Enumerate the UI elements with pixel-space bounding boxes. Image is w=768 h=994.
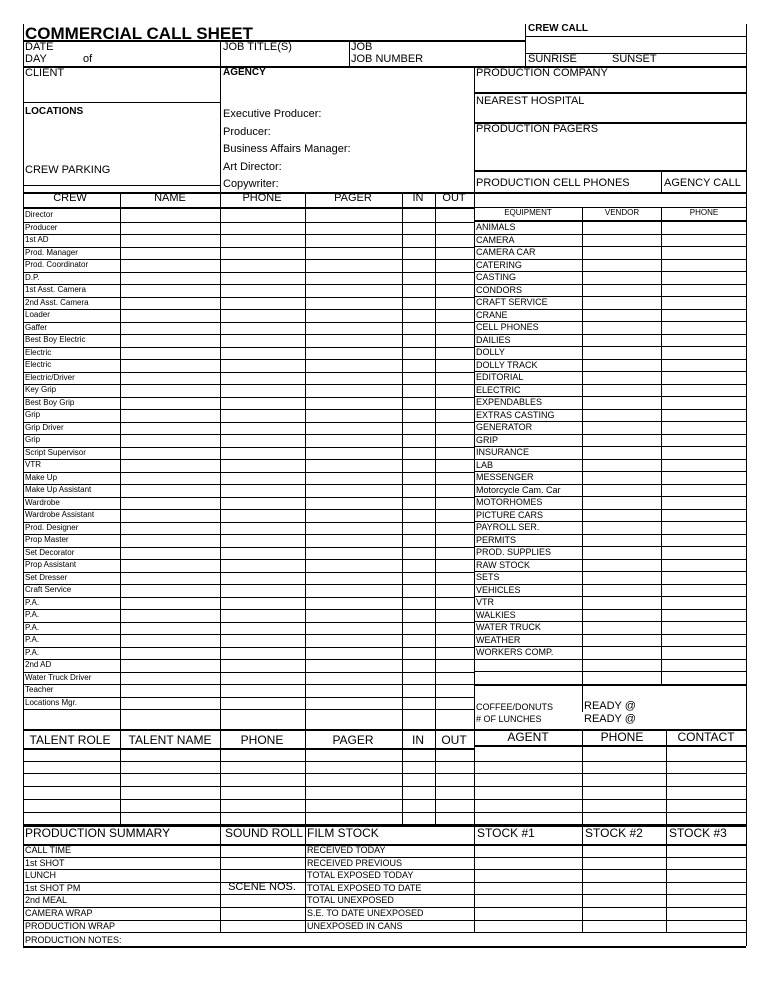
scene-nos-label: SCENE NOS. — [228, 881, 296, 893]
rule-line — [220, 66, 221, 192]
rule-line — [23, 192, 24, 729]
rule-line — [402, 192, 403, 729]
stock-label: STOCK #3 — [669, 826, 727, 840]
crew-role-label: P.A. — [25, 647, 40, 657]
equipment-item-label: INSURANCE — [476, 447, 530, 457]
rule-line — [474, 571, 746, 572]
rule-line — [23, 259, 474, 260]
equipment-item-label: CASTING — [476, 272, 517, 282]
rule-line — [23, 634, 474, 635]
rule-line — [525, 24, 526, 66]
crew-role-label: Key Grip — [25, 385, 57, 394]
talent-header: TALENT ROLE — [29, 733, 111, 747]
rule-line — [582, 729, 583, 825]
crew-parking-label: CREW PARKING — [25, 164, 111, 176]
day-label: DAY — [25, 53, 47, 65]
rule-line — [666, 729, 667, 825]
equipment-item-label: DOLLY TRACK — [476, 359, 538, 370]
summary-row-label: LUNCH — [25, 870, 57, 881]
lunches-label: # OF LUNCHES — [476, 714, 542, 724]
equipment-item-label: WATER TRUCK — [476, 622, 541, 632]
rule-line — [23, 622, 474, 623]
crew-role-label: Prod. Manager — [25, 247, 78, 257]
rule-line — [220, 825, 221, 933]
crew-role-label: Locations Mgr. — [25, 697, 78, 707]
rule-line — [666, 825, 667, 933]
job-titles-label: JOB TITLE(S) — [223, 41, 292, 53]
crew-header-pager: PAGER — [334, 192, 372, 204]
equipment-item-label: CONDORS — [476, 284, 523, 295]
rule-line — [23, 66, 746, 68]
equipment-item-label: PERMITS — [476, 534, 517, 545]
equipment-item-label: CRAFT SERVICE — [476, 297, 548, 307]
equipment-header-equipment: EQUIPMENT — [504, 208, 552, 217]
rule-line — [23, 799, 746, 800]
rule-line — [23, 409, 474, 410]
rule-line — [23, 359, 474, 360]
film-row-label: RECEIVED PREVIOUS — [307, 857, 403, 868]
equipment-item-label: VEHICLES — [476, 584, 521, 595]
equipment-item-label: Motorcycle Cam. Car — [476, 484, 561, 495]
film-row-label: UNEXPOSED IN CANS — [307, 920, 403, 931]
rule-line — [23, 334, 474, 335]
sunset-label: SUNSET — [612, 53, 657, 65]
crew-role-label: VTR — [25, 460, 41, 469]
rule-line — [402, 729, 403, 825]
equipment-item-label: PAYROLL SER. — [476, 522, 540, 532]
summary-row-label: PRODUCTION WRAP — [25, 920, 115, 931]
rule-line — [23, 932, 746, 933]
agent-header: PHONE — [600, 730, 644, 744]
sunrise-label: SUNRISE — [528, 53, 577, 65]
rule-line — [582, 207, 583, 712]
rule-line — [474, 66, 475, 192]
equipment-item-label: ELECTRIC — [476, 384, 521, 395]
equipment-item-label: ANIMALS — [476, 222, 516, 232]
rule-line — [474, 596, 746, 597]
rule-line — [474, 659, 746, 660]
agency-call-label: AGENCY CALL — [664, 177, 741, 189]
crew-role-label: P.A. — [25, 635, 40, 644]
crew-role-label: 2nd AD — [25, 660, 52, 669]
crew-role-label: Script Supervisor — [25, 447, 86, 457]
summary-row-label: 1st SHOT PM — [25, 882, 81, 893]
crew-role-label: Wardrobe Assistant — [25, 510, 95, 519]
rule-line — [23, 497, 474, 498]
equipment-item-label: WEATHER — [476, 634, 521, 645]
crew-role-label: Make Up Assistant — [25, 485, 92, 494]
crew-role-label: Director — [25, 210, 54, 219]
agency-role-label: Business Affairs Manager: — [223, 143, 351, 155]
crew-role-label: Prod. Designer — [25, 522, 79, 532]
rule-line — [474, 192, 475, 729]
crew-role-label: 2nd Asst. Camera — [25, 297, 89, 307]
rule-line — [23, 761, 746, 762]
rule-line — [23, 522, 474, 523]
film-row-label: TOTAL EXPOSED TO DATE — [307, 882, 422, 893]
rule-line — [474, 234, 746, 235]
rule-line — [23, 786, 746, 787]
talent-header: PAGER — [332, 733, 374, 747]
rule-line — [474, 170, 746, 172]
rule-line — [220, 192, 221, 729]
rule-line — [23, 185, 220, 186]
crew-role-label: Make Up — [25, 472, 58, 482]
crew-role-label: Set Decorator — [25, 547, 75, 557]
crew-role-label: Grip — [25, 410, 41, 419]
agency-role-label: Producer: — [223, 125, 271, 138]
nearest-hospital-label: NEAREST HOSPITAL — [476, 95, 585, 107]
crew-role-label: Prop Master — [25, 535, 69, 544]
crew-header-in: IN — [412, 192, 424, 204]
crew-role-label: Best Boy Grip — [25, 397, 75, 407]
production-cell-phones-label: PRODUCTION CELL PHONES — [476, 177, 630, 189]
equipment-item-label: WORKERS COMP. — [476, 647, 554, 657]
summary-row-label: 1st SHOT — [25, 857, 65, 868]
date-label: DATE — [25, 41, 54, 53]
equipment-item-label: PROD. SUPPLIES — [476, 547, 552, 557]
crew-role-label: Craft Service — [25, 585, 72, 594]
equipment-header-vendor: VENDOR — [604, 208, 640, 217]
rule-line — [23, 559, 474, 560]
rule-line — [474, 825, 475, 933]
film-row-label: TOTAL UNEXPOSED — [307, 895, 394, 906]
rule-line — [305, 192, 306, 729]
client-label: CLIENT — [25, 67, 65, 79]
rule-line — [305, 825, 306, 933]
production-company-label: PRODUCTION COMPANY — [476, 67, 608, 79]
rule-line — [435, 192, 436, 729]
agency-role-label: Art Director: — [223, 160, 282, 173]
crew-call-label: CREW CALL — [528, 23, 588, 34]
equipment-item-label: EXPENDABLES — [476, 397, 543, 407]
rule-line — [23, 372, 474, 373]
rule-line — [23, 659, 474, 660]
production-summary-label: PRODUCTION SUMMARY — [25, 826, 171, 840]
crew-role-label: Loader — [25, 310, 50, 319]
equipment-item-label: DOLLY — [476, 347, 505, 357]
rule-line — [474, 309, 746, 310]
equipment-item-label: CAMERA CAR — [476, 247, 536, 257]
agency-role-label: Executive Producer: — [223, 108, 322, 120]
rule-line — [23, 284, 474, 285]
crew-role-label: Wardrobe — [25, 497, 60, 507]
rule-line — [435, 729, 436, 825]
crew-header-out: OUT — [442, 192, 466, 204]
rule-line — [23, 384, 474, 385]
rule-line — [23, 472, 474, 473]
ready-label-2: READY @ — [584, 713, 636, 725]
rule-line — [220, 40, 221, 66]
rule-line — [23, 297, 474, 298]
sound-roll-label: SOUND ROLL — [225, 826, 304, 840]
film-row-label: TOTAL EXPOSED TODAY — [307, 870, 414, 881]
rule-line — [525, 36, 746, 37]
crew-role-label: Producer — [25, 222, 58, 232]
rule-line — [582, 825, 583, 933]
rule-line — [23, 207, 474, 209]
rule-line — [23, 247, 474, 248]
crew-header-crew: CREW — [53, 192, 87, 204]
equipment-item-label: SETS — [476, 572, 500, 582]
rule-line — [23, 222, 474, 223]
rule-line — [474, 92, 746, 94]
film-row-label: S.E. TO DATE UNEXPOSED — [307, 908, 424, 918]
coffee-label: COFFEE/DONUTS — [476, 702, 554, 712]
talent-header: OUT — [441, 733, 467, 747]
crew-role-label: Gaffer — [25, 322, 48, 332]
rule-line — [23, 322, 474, 323]
equipment-item-label: RAW STOCK — [476, 559, 531, 570]
crew-role-label: P.A. — [25, 610, 40, 619]
agency-role-label: Copywriter: — [223, 178, 279, 190]
talent-header: IN — [412, 733, 424, 747]
film-row-label: RECEIVED TODAY — [307, 845, 386, 855]
equipment-item-label: EXTRAS CASTING — [476, 409, 555, 420]
rule-line — [23, 684, 474, 685]
rule-line — [474, 434, 746, 435]
crew-role-label: Best Boy Electric — [25, 335, 86, 344]
rule-line — [23, 102, 220, 103]
agency-label: AGENCY — [223, 67, 266, 78]
rule-line — [474, 684, 746, 686]
equipment-item-label: PICTURE CARS — [476, 509, 544, 520]
rule-line — [23, 272, 474, 273]
crew-role-label: P.A. — [25, 597, 40, 607]
rule-line — [474, 671, 746, 672]
rule-line — [661, 170, 662, 192]
crew-role-label: Set Dresser — [25, 572, 68, 582]
equipment-item-label: MESSENGER — [476, 472, 534, 482]
equipment-item-label: DAILIES — [476, 334, 511, 345]
crew-role-label: Prod. Coordinator — [25, 260, 89, 269]
rule-line — [474, 346, 746, 347]
page-title: COMMERCIAL CALL SHEET — [25, 24, 253, 43]
rule-line — [23, 447, 474, 448]
crew-role-label: 1st AD — [25, 235, 49, 244]
crew-role-label: Grip Driver — [25, 422, 64, 432]
production-notes-label: PRODUCTION NOTES: — [25, 935, 122, 945]
equipment-item-label: VTR — [476, 597, 494, 607]
rule-line — [23, 572, 474, 573]
equipment-item-label: GENERATOR — [476, 422, 533, 432]
crew-role-label: P.A. — [25, 622, 40, 632]
rule-line — [23, 234, 474, 235]
ready-label-1: READY @ — [584, 700, 636, 712]
rule-line — [23, 729, 474, 731]
rule-line — [23, 946, 746, 948]
rule-line — [23, 748, 474, 750]
job-label: JOB — [351, 41, 373, 53]
agent-header: AGENT — [507, 730, 549, 744]
locations-label: LOCATIONS — [25, 106, 84, 117]
rule-line — [23, 697, 474, 698]
equipment-item-label: CRANE — [476, 309, 508, 320]
rule-line — [474, 745, 746, 747]
rule-line — [23, 812, 746, 813]
rule-line — [220, 729, 221, 825]
crew-role-label: Electric — [25, 360, 52, 369]
rule-line — [23, 192, 746, 194]
crew-role-label: Water Truck Driver — [25, 672, 92, 682]
rule-line — [474, 729, 475, 825]
crew-role-label: Electric — [25, 347, 52, 357]
rule-line — [23, 397, 474, 398]
crew-role-label: D.P. — [25, 272, 40, 282]
rule-line — [23, 647, 474, 648]
agent-header: CONTACT — [677, 730, 735, 744]
of-label: of — [83, 53, 93, 65]
rule-line — [23, 434, 474, 435]
talent-header: PHONE — [240, 733, 284, 747]
rule-line — [23, 309, 474, 310]
crew-role-label: Prop Assistant — [25, 560, 77, 569]
rule-line — [23, 584, 474, 585]
equipment-item-label: EDITORIAL — [476, 372, 524, 382]
rule-line — [23, 597, 474, 598]
rule-line — [474, 334, 746, 335]
rule-line — [23, 459, 474, 460]
equipment-item-label: GRIP — [476, 434, 499, 445]
summary-row-label: CALL TIME — [25, 845, 72, 855]
production-pagers-label: PRODUCTION PAGERS — [476, 123, 599, 135]
stock-label: STOCK #2 — [585, 826, 643, 840]
talent-header: TALENT NAME — [128, 733, 212, 747]
rule-line — [23, 534, 474, 535]
rule-line — [746, 24, 747, 946]
crew-role-label: Teacher — [25, 685, 54, 694]
equipment-header-phone: PHONE — [689, 208, 719, 217]
equipment-item-label: CELL PHONES — [476, 322, 539, 332]
rule-line — [23, 547, 474, 548]
crew-header-name: NAME — [154, 192, 186, 204]
equipment-item-label: CAMERA — [476, 234, 515, 245]
rule-line — [23, 609, 474, 610]
equipment-item-label: MOTORHOMES — [476, 497, 543, 507]
crew-header-phone: PHONE — [242, 192, 282, 204]
rule-line — [474, 459, 746, 460]
stock-label: STOCK #1 — [477, 826, 535, 840]
rule-line — [661, 207, 662, 684]
rule-line — [120, 729, 121, 825]
crew-role-label: Electric/Driver — [25, 372, 75, 382]
job-number-label: JOB NUMBER — [351, 53, 424, 65]
crew-role-label: 1st Asst. Camera — [25, 285, 86, 294]
rule-line — [23, 709, 474, 710]
rule-line — [23, 773, 746, 774]
crew-role-label: Grip — [25, 435, 41, 444]
summary-row-label: 2nd MEAL — [25, 895, 68, 906]
rule-line — [305, 729, 306, 825]
rule-line — [23, 347, 474, 348]
film-stock-label: FILM STOCK — [307, 826, 379, 840]
rule-line — [349, 40, 350, 66]
equipment-item-label: LAB — [476, 459, 494, 470]
summary-row-label: CAMERA WRAP — [25, 908, 93, 918]
equipment-item-label: CATERING — [476, 259, 522, 270]
rule-line — [120, 192, 121, 729]
equipment-item-label: WALKIES — [476, 609, 516, 620]
rule-line — [23, 422, 474, 423]
